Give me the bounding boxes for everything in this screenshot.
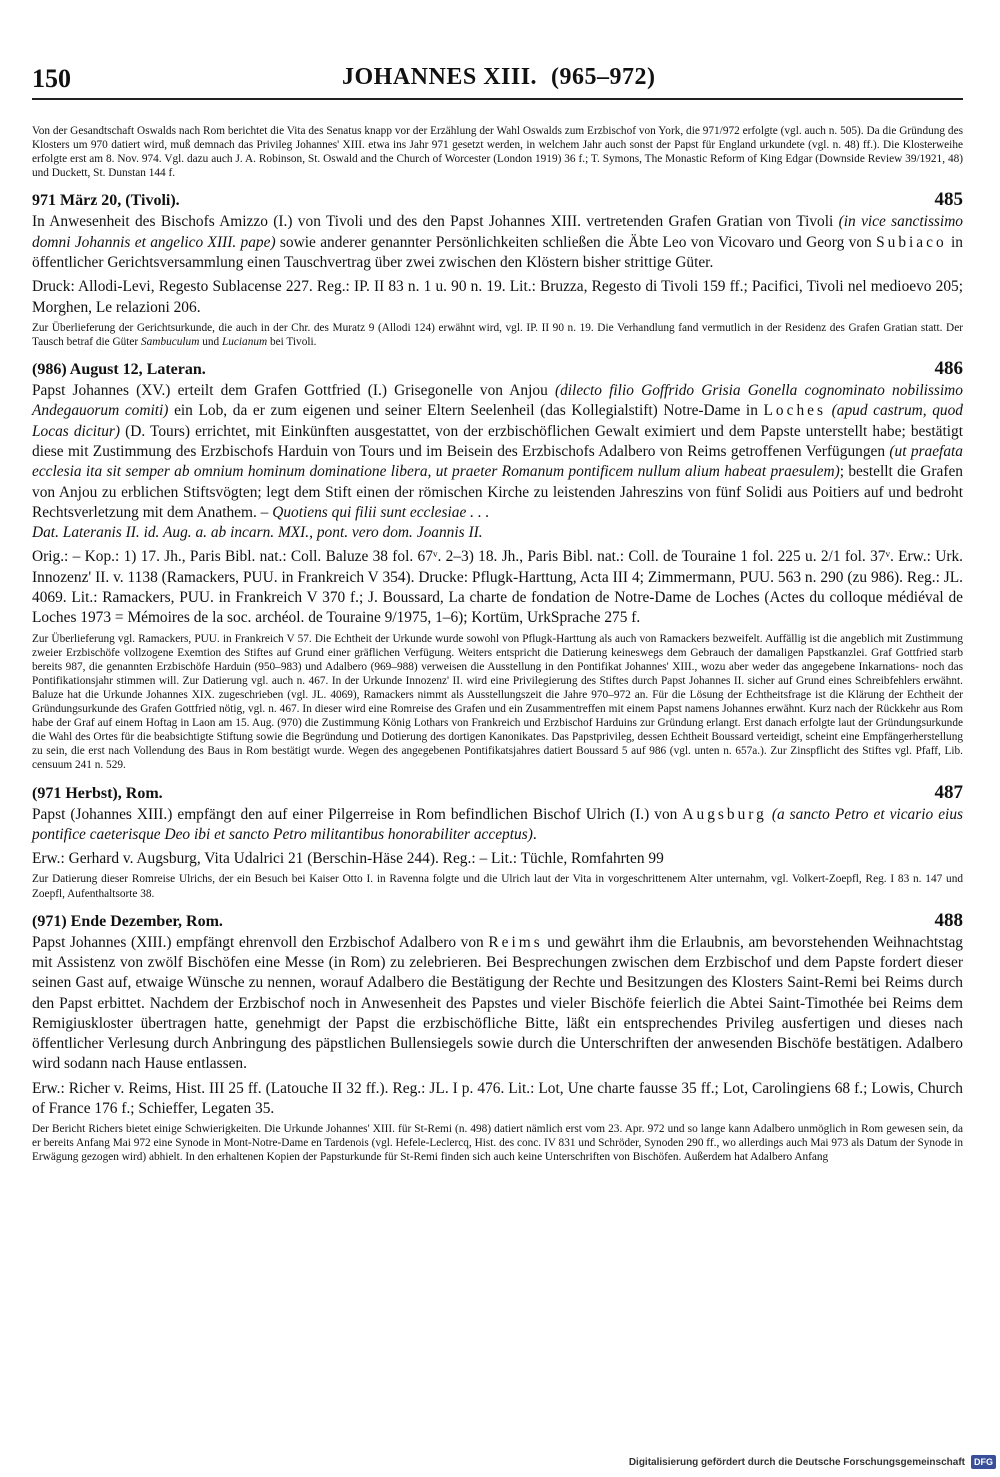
latin-quote: (dilecto filio Goffrido Grisia Gonella cognominato nobilissimo Andegauorum comiti) bbox=[32, 382, 963, 420]
entry-number: 486 bbox=[934, 358, 963, 380]
latin-quote: (ut praefata ecclesia ita sit semper ab omnium hominum dominatione libera, ut praeter Romanum pontificem nullum alium habeat praesulem) bbox=[32, 442, 963, 481]
latin-quote: (a sancto Petro et vicario eius pontifice caeterisque Deo ibi et sancto Petro militantibus honorabiliter acceptus) bbox=[32, 805, 963, 843]
text-segment: Papst (Johannes XIII.) empfängt den auf einer Pilgerreise in Rom befindlichen Bischof Ulrich (I.) von bbox=[32, 805, 683, 823]
footer-credit bbox=[629, 1455, 996, 1469]
place-name: Augsburg bbox=[682, 805, 767, 823]
text-segment: und gewährt ihm die Erlaubnis, am bevorstehenden Weihnachtstag mit Assistenz von zwölf Bischöfen eine Messe (in Rom) zu zelebrieren. Bei Besprechungen zwischen dem Erzbischof und dem Papste fordert dieser seinen Gast auf, etwaige Wünsche zu nennen, worauf Adalbero die Bestätigung der Rechte und Besitzungen des Klosters Saint-Remi bei Reims durch den Papst erbittet. Nachdem der Erzbischof noch in Anwesenheit des Papstes und vieler Bischöfe feierlich die Abtei Saint-Timothée bei Reims dem Remigiuskloster übertragen hatte, genehmigt der Papst die erzbischöfliche Bitte, läßt ein entsprechendes Privileg ausfertigen und dieses nach öffentlicher Verlesung durch Anbringung des päpstlichen Bullensiegels sowie durch die Unterschriften der anwesenden Bischöfe bestätigen. Adalbero wird sodann nach Hause entlassen. bbox=[32, 933, 963, 1073]
page-header bbox=[32, 62, 963, 100]
text-segment: Zur Überlieferung der Gerichtsurkunde, die auch in der Chr. des Muratz 9 (Allodi 124) erwähnt wird, vgl. IP. II 90 n. 19. Die Verhandlung fand vermutlich in der Residenz des Grafen Gratian statt. Der Tausch betraf die Güter bbox=[32, 321, 963, 348]
commentary-note bbox=[32, 321, 963, 349]
bibliography: Druck: Allodi-Levi, Regesto Sublacense 227. Reg.: IP. II 83 n. 1 u. 90 n. 19. Lit.: Bruzza, Regesto di Tivoli 159 ff.; Pacifici, Tivoli nel medioevo 205; Morghen, Le relazioni 206. bbox=[32, 278, 963, 316]
place-name: Lucianum bbox=[221, 335, 268, 348]
place-name: Sambuculum bbox=[141, 335, 200, 348]
running-title-name: JOHANNES XIII. bbox=[342, 64, 538, 90]
place-name: Loches bbox=[763, 402, 826, 420]
entry-number: 485 bbox=[934, 189, 963, 211]
place-name: Reims bbox=[488, 933, 543, 951]
entry-date: (971 Herbst), Rom. bbox=[32, 784, 163, 802]
entry-heading bbox=[32, 783, 963, 803]
text-segment: (D. Tours) errichtet, mit Einkünften ausgestattet, von der erzbischöflichen Gewalt eximiert und dem Papste unterstellt habe; bestätigt diese mit Zustimmung des Erzbischofs Harduin von Tours und im Beisein des Erzbischofs Adalbero von Reims getroffenen Verfügungen bbox=[32, 422, 963, 460]
regest-text bbox=[32, 933, 963, 1075]
entry-number: 487 bbox=[934, 781, 963, 803]
running-title-years: (965–972) bbox=[551, 64, 656, 90]
commentary-note: Der Bericht Richers bietet einige Schwierigkeiten. Die Urkunde Johannes' XIII. für St-Remi (n. 498) datiert nämlich erst vom 23. Apr. 972 und so lange kann Adalbero unmöglich in Rom gewesen sein, da er bereits Anfang Mai 972 eine Synode in Mont-Notre-Dame en Tardenois (vgl. Hefele-Leclercq, Hist. des conc. IV 831 und Schröder, Synoden 290 ff., wo allerdings auch Mai 973 als Datum der Synode in Erwägung gezogen wird) abhielt. In den erhaltenen Kopien der Papsturkunde für St-Remi finden sich auch keine Unterschriften von Bischöfen. Außerdem hat Adalbero Anfang bbox=[32, 1123, 963, 1164]
running-title bbox=[342, 64, 656, 91]
latin-quote: (in vice sanctissimo domni Johannis et angelico XIII. pape) bbox=[32, 213, 964, 251]
text-segment: In Anwesenheit des Bischofs Amizzo (I.) von Tivoli und des den Papst Johannes XIII. vertretenden Grafen Gratian von Tivoli bbox=[32, 213, 839, 231]
regest-entry-485 bbox=[32, 190, 963, 349]
entry-heading bbox=[32, 911, 963, 931]
regest-entry-486 bbox=[32, 359, 963, 773]
place-name: Subiaco bbox=[876, 233, 947, 251]
regest-entry-487 bbox=[32, 783, 963, 901]
commentary-note: Zur Datierung dieser Romreise Ulrichs, der ein Besuch bei Kaiser Otto I. in Ravenna folgte und die Ulrich laut der Vita in vorgeschrittenem Alter unternahm, vgl. Volkert-Zoepfl, Reg. I 83 n. 147 und Zoepfl, Aufenthaltsorte 38. bbox=[32, 873, 963, 900]
regest-text bbox=[32, 212, 963, 273]
text-segment: sowie anderer genannter Persönlichkeiten schließen die Äbte Leo von Vicovaro und Georg von bbox=[275, 233, 877, 251]
entry-date: (971) Ende Dezember, Rom. bbox=[32, 912, 223, 930]
text-segment: Papst Johannes (XIII.) empfängt ehrenvoll den Erzbischof Adalbero von bbox=[32, 933, 489, 951]
text-segment: . bbox=[532, 825, 537, 843]
latin-quote: (apud castrum, quod Locas dicitur) bbox=[32, 402, 964, 440]
regest-text bbox=[32, 805, 963, 846]
text-segment: und bbox=[199, 335, 222, 348]
entry-heading bbox=[32, 190, 963, 210]
bibliography: Erw.: Gerhard v. Augsburg, Vita Udalrici 21 (Berschin-Häse 244). Reg.: – Lit.: Tüchle, Romfahrten 99 bbox=[32, 850, 664, 868]
entry-date: 971 März 20, (Tivoli). bbox=[32, 192, 180, 210]
bibliography: Orig.: – Kop.: 1) 17. Jh., Paris Bibl. nat.: Coll. Baluze 38 fol. 67ᵛ. 2–3) 18. Jh., Paris Bibl. nat.: Coll. de Touraine 1 fol. 225 u. 2/1 fol. 37ᵛ. Erw.: Urk. Innozenz' II. v. 1138 (Ramackers, PUU. in Frankreich V 354). Drucke: Pflugk-Harttung, Acta III 4; Zimmermann, PUU. 563 n. 290 (zu 986). Reg.: JL. 4069. Lit.: Ramackers, PUU. in Frankreich V 370 f.; J. Boussard, La charte de fondation de Notre-Dame de Loches (Actes du colloque médiéval de Loches 1973 = Mémoires de la soc. archéol. de Touraine 9/1975, 1–6); Kortüm, UrkSprache 275 f. bbox=[32, 548, 963, 627]
regest-entry-488 bbox=[32, 911, 963, 1165]
text-segment: Papst Johannes (XV.) erteilt dem Grafen Gottfried (I.) Grisegonelle von Anjou bbox=[32, 382, 555, 400]
bibliography: Erw.: Richer v. Reims, Hist. III 25 ff. (Latouche II 32 ff.). Reg.: JL. I p. 476. Lit.: Lot, Une charte fausse 35 ff.; Lot, Carolingiens 68 f.; Lowis, Church of France 176 f.; Schieffer, Legaten 35. bbox=[32, 1079, 963, 1117]
text-segment: ; bestellt die Grafen von Anjou zu erblichen Stiftsvögten; legt dem Stift einen der römischen Kirche zu leistenden Jahreszins von fünf Solidi aus Poitiers auf und bedroht Rechtsverletzung mit dem Anathem. – bbox=[32, 463, 963, 521]
entry-number: 488 bbox=[934, 909, 963, 931]
incipit: Quotiens qui filii sunt ecclesiae . . . bbox=[272, 503, 490, 521]
intro-note: Von der Gesandtschaft Oswalds nach Rom berichtet die Vita des Senatus knapp vor der Erzählung der Wahl Oswalds zum Erzbischof von York, die 971/972 erfolgte (vgl. auch n. 505). Da die Gründung des Klosters um 970 datiert wird, muß demnach das Privileg Johannes' XIII. etwa ins Jahr 971 gesetzt werden, in welchem Jahr auch sonst der Papst für England urkundete (vgl. n. 48) ff.). Die Klosterweihe erfolgte erst am 8. Nov. 974. Vgl. dazu auch J. A. Robinson, St. Oswald and the Church of Worcester (London 1919) 36 f.; T. Symons, The Monastic Reform of King Edgar (Downside Review 39/1921, 48) und Duckett, St. Dunstan 144 f. bbox=[32, 125, 963, 180]
text-segment: ein Lob, da er zum eigenen und seiner Eltern Seelenheil (das Kollegialstift) Notre-Dame in bbox=[168, 402, 764, 420]
page bbox=[32, 62, 963, 1165]
dating-clause: Dat. Lateranis II. id. Aug. a. ab incarn. MXI., pont. vero dom. Joannis II. bbox=[32, 524, 483, 542]
text-segment: in öffentlicher Gerichtsversammlung einen Tauschvertrag über zwei zwischen den Klöstern bisher strittige Güter. bbox=[32, 233, 963, 271]
entry-heading bbox=[32, 359, 963, 379]
page-number: 150 bbox=[32, 64, 71, 93]
footer-text: Digitalisierung gefördert durch die Deutsche Forschungsgemeinschaft bbox=[628, 1456, 965, 1468]
text-segment: bei Tivoli. bbox=[267, 335, 317, 348]
dfg-logo: DFG bbox=[971, 1455, 996, 1469]
commentary-note: Zur Überlieferung vgl. Ramackers, PUU. in Frankreich V 57. Die Echtheit der Urkunde wurde sowohl von Pflugk-Harttung als auch von Ramackers bezweifelt. Auffällig ist die angeblich mit Zustimmung zweier Erzbischöfe vollzogene Exemtion des Stiftes auf Grund einer gräflichen Verfügung. Weiters entspricht die Datierung keineswegs dem Gebrauch der damaligen Papstkanzlei. Graf Gottfried starb bereits 987, die genannten Erzbischöfe Harduin (950–983) und Adalbero (969–988) verweisen die Ausstellung in den Pontifikat Johannes' XIII., wozu aber weder das angegebene Inkarnations- noch das Pontifikationsjahr stimmen will. Zur Datierung vgl. auch n. 467. In der Urkunde Innozenz' II. wird eine Privilegierung des Stiftes durch Papst Johannes II. sicher auf Grund eines Schreibfehlers erwähnt. Baluze hat die Urkunde Johannes XIX. zugeschrieben (vgl. JL. 4069), Ramackers nimmt als Ausstellungszeit die Jahre 970–972 an. Für die Lösung der Echtheitsfrage ist die Klärung der Echtheit der Gründungsurkunde des Grafen Gottfried nötig, vgl. n. 467. In dieser wird eine Romreise des Grafen und ein Zusammentreffen mit einem Papst namens Johannes erwähnt. Kurz nach der Rückkehr aus Rom habe der Graf auf einem Hoftag in Laon am 15. Aug. (970) die Zustimmung König Lothars von Frankreich und Erzbischof Harduins zur Gründung erlangt. Erst danach erfolgte laut der Gründungsurkunde die Wahl des Ortes für die beabsichtigte Stiftung sowie die Begründung und Dotierung des dortigen Kanonikates. Das Papstprivileg, dessen Echtheit Boussard verteidigt, scheint eine Empfängerherstellung zu sein, die erst nach Vollendung des Baus in Rom bestätigt wurde. Wegen des angegebenen Pontifikatsjahres datiert Boussard 5 auf 986 (vgl. unten n. 657a.). Zur Zinspflicht des Stiftes vgl. Pfaff, Lib. censuum 241 n. 529. bbox=[32, 632, 963, 772]
entry-date: (986) August 12, Lateran. bbox=[32, 361, 206, 379]
regest-text bbox=[32, 381, 963, 523]
